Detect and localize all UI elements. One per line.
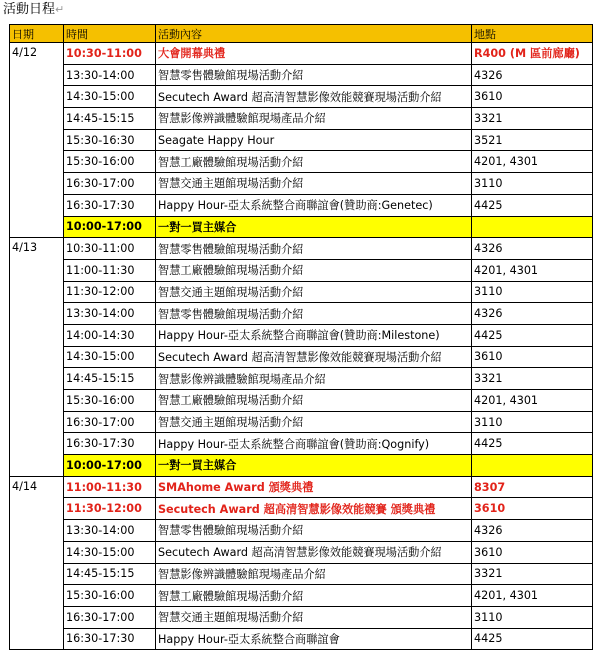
location-cell: 3610 xyxy=(472,86,593,108)
content-cell: Secutech Award 超高清智慧影像效能競賽 頒獎典禮 xyxy=(156,498,472,520)
time-cell: 10:00-17:00 xyxy=(64,216,156,238)
table-row xyxy=(10,563,593,585)
table-row xyxy=(10,498,593,520)
table-row xyxy=(10,606,593,628)
table-row xyxy=(10,324,593,346)
table-row xyxy=(10,541,593,563)
location-cell: 3610 xyxy=(472,346,593,368)
location-cell: 3110 xyxy=(472,606,593,628)
table-row xyxy=(10,390,593,412)
content-cell: 智慧零售體驗館現場活動介紹 xyxy=(156,303,472,325)
content-cell: Secutech Award 超高清智慧影像效能競賽現場活動介紹 xyxy=(156,346,472,368)
table-row xyxy=(10,281,593,303)
time-cell: 14:30-15:00 xyxy=(64,541,156,563)
location-cell: 3110 xyxy=(472,281,593,303)
table-row xyxy=(10,64,593,86)
table-row xyxy=(10,216,593,238)
table-row xyxy=(10,455,593,477)
time-cell: 14:45-15:15 xyxy=(64,563,156,585)
content-cell: SMAhome Award 頒獎典禮 xyxy=(156,476,472,498)
header-content: 活動內容 xyxy=(156,25,472,43)
time-cell: 10:00-17:00 xyxy=(64,455,156,477)
time-cell: 15:30-16:00 xyxy=(64,390,156,412)
time-cell: 11:00-11:30 xyxy=(64,476,156,498)
location-cell: 4201, 4301 xyxy=(472,259,593,281)
content-cell: Secutech Award 超高清智慧影像效能競賽現場活動介紹 xyxy=(156,86,472,108)
content-cell: 一對一買主媒合 xyxy=(156,216,472,238)
location-cell: 3321 xyxy=(472,368,593,390)
content-cell: 智慧工廠體驗館現場活動介紹 xyxy=(156,151,472,173)
content-cell: 智慧零售體驗館現場活動介紹 xyxy=(156,238,472,260)
time-cell: 15:30-16:30 xyxy=(64,129,156,151)
header-row xyxy=(10,25,593,43)
table-row xyxy=(10,108,593,130)
content-cell: 智慧工廠體驗館現場活動介紹 xyxy=(156,390,472,412)
time-cell: 14:45-15:15 xyxy=(64,108,156,130)
location-cell: 3610 xyxy=(472,541,593,563)
table-row xyxy=(10,194,593,216)
time-cell: 16:30-17:00 xyxy=(64,411,156,433)
location-cell: 4326 xyxy=(472,520,593,542)
time-cell: 11:30-12:00 xyxy=(64,498,156,520)
table-row xyxy=(10,43,593,65)
content-cell: 一對一買主媒合 xyxy=(156,455,472,477)
content-cell: 智慧交通主題館現場活動介紹 xyxy=(156,173,472,195)
content-cell: 智慧零售體驗館現場活動介紹 xyxy=(156,520,472,542)
table-row xyxy=(10,151,593,173)
time-cell: 16:30-17:30 xyxy=(64,628,156,650)
time-cell: 16:30-17:30 xyxy=(64,194,156,216)
location-cell xyxy=(472,455,593,477)
table-row xyxy=(10,628,593,650)
time-cell: 16:30-17:30 xyxy=(64,433,156,455)
header-location: 地點 xyxy=(472,25,593,43)
content-cell: 智慧影像辨識體驗館現場產品介紹 xyxy=(156,563,472,585)
content-cell: Happy Hour-亞太系統整合商聯誼會(贊助商:Genetec) xyxy=(156,194,472,216)
location-cell: 3321 xyxy=(472,108,593,130)
content-cell: Happy Hour-亞太系統整合商聯誼會 xyxy=(156,628,472,650)
content-cell: 智慧交通主題館現場活動介紹 xyxy=(156,281,472,303)
location-cell: 3610 xyxy=(472,498,593,520)
time-cell: 10:30-11:00 xyxy=(64,43,156,65)
table-row xyxy=(10,411,593,433)
date-cell: 4/13 xyxy=(10,238,64,477)
content-cell: 智慧影像辨識體驗館現場產品介紹 xyxy=(156,108,472,130)
table-row xyxy=(10,303,593,325)
table-row xyxy=(10,585,593,607)
content-cell: 大會開幕典禮 xyxy=(156,43,472,65)
content-cell: Happy Hour-亞太系統整合商聯誼會(贊助商:Qognify) xyxy=(156,433,472,455)
date-cell: 4/14 xyxy=(10,476,64,650)
location-cell: 4425 xyxy=(472,628,593,650)
content-cell: Seagate Happy Hour xyxy=(156,129,472,151)
location-cell: 4326 xyxy=(472,303,593,325)
table-row xyxy=(10,433,593,455)
location-cell: 3321 xyxy=(472,563,593,585)
title-text: 活動日程 xyxy=(3,2,56,17)
paragraph-mark-icon: ↵ xyxy=(55,3,65,16)
schedule-table xyxy=(9,24,593,650)
location-cell: 8307 xyxy=(472,476,593,498)
time-cell: 14:30-15:00 xyxy=(64,346,156,368)
location-cell: 4425 xyxy=(472,194,593,216)
location-cell: 4201, 4301 xyxy=(472,585,593,607)
date-cell: 4/12 xyxy=(10,43,64,238)
table-row xyxy=(10,346,593,368)
time-cell: 14:45-15:15 xyxy=(64,368,156,390)
location-cell: 3521 xyxy=(472,129,593,151)
time-cell: 10:30-11:00 xyxy=(64,238,156,260)
time-cell: 14:30-15:00 xyxy=(64,86,156,108)
content-cell: Happy Hour-亞太系統整合商聯誼會(贊助商:Milestone) xyxy=(156,324,472,346)
table-row xyxy=(10,259,593,281)
time-cell: 13:30-14:00 xyxy=(64,64,156,86)
time-cell: 16:30-17:00 xyxy=(64,606,156,628)
table-row xyxy=(10,86,593,108)
time-cell: 15:30-16:00 xyxy=(64,585,156,607)
header-time: 時間 xyxy=(64,25,156,43)
time-cell: 11:30-12:00 xyxy=(64,281,156,303)
table-row xyxy=(10,520,593,542)
content-cell: 智慧影像辨識體驗館現場產品介紹 xyxy=(156,368,472,390)
schedule-body xyxy=(10,43,593,650)
time-cell: 14:00-14:30 xyxy=(64,324,156,346)
table-row xyxy=(10,368,593,390)
time-cell: 13:30-14:00 xyxy=(64,520,156,542)
location-cell: 4201, 4301 xyxy=(472,151,593,173)
location-cell: 4326 xyxy=(472,64,593,86)
time-cell: 13:30-14:00 xyxy=(64,303,156,325)
table-row xyxy=(10,238,593,260)
location-cell: 4425 xyxy=(472,433,593,455)
time-cell: 16:30-17:00 xyxy=(64,173,156,195)
location-cell: R400 (M 區前廊廳) xyxy=(472,43,593,65)
content-cell: 智慧工廠體驗館現場活動介紹 xyxy=(156,585,472,607)
location-cell: 4425 xyxy=(472,324,593,346)
time-cell: 11:00-11:30 xyxy=(64,259,156,281)
content-cell: 智慧工廠體驗館現場活動介紹 xyxy=(156,259,472,281)
content-cell: 智慧零售體驗館現場活動介紹 xyxy=(156,64,472,86)
time-cell: 15:30-16:00 xyxy=(64,151,156,173)
location-cell: 4326 xyxy=(472,238,593,260)
location-cell: 3110 xyxy=(472,411,593,433)
location-cell: 3110 xyxy=(472,173,593,195)
content-cell: 智慧交通主題館現場活動介紹 xyxy=(156,606,472,628)
table-row xyxy=(10,476,593,498)
page-title xyxy=(3,2,64,18)
header-date: 日期 xyxy=(10,25,64,43)
location-cell xyxy=(472,216,593,238)
content-cell: Secutech Award 超高清智慧影像效能競賽現場活動介紹 xyxy=(156,541,472,563)
table-row xyxy=(10,129,593,151)
table-row xyxy=(10,173,593,195)
content-cell: 智慧交通主題館現場活動介紹 xyxy=(156,411,472,433)
location-cell: 4201, 4301 xyxy=(472,390,593,412)
